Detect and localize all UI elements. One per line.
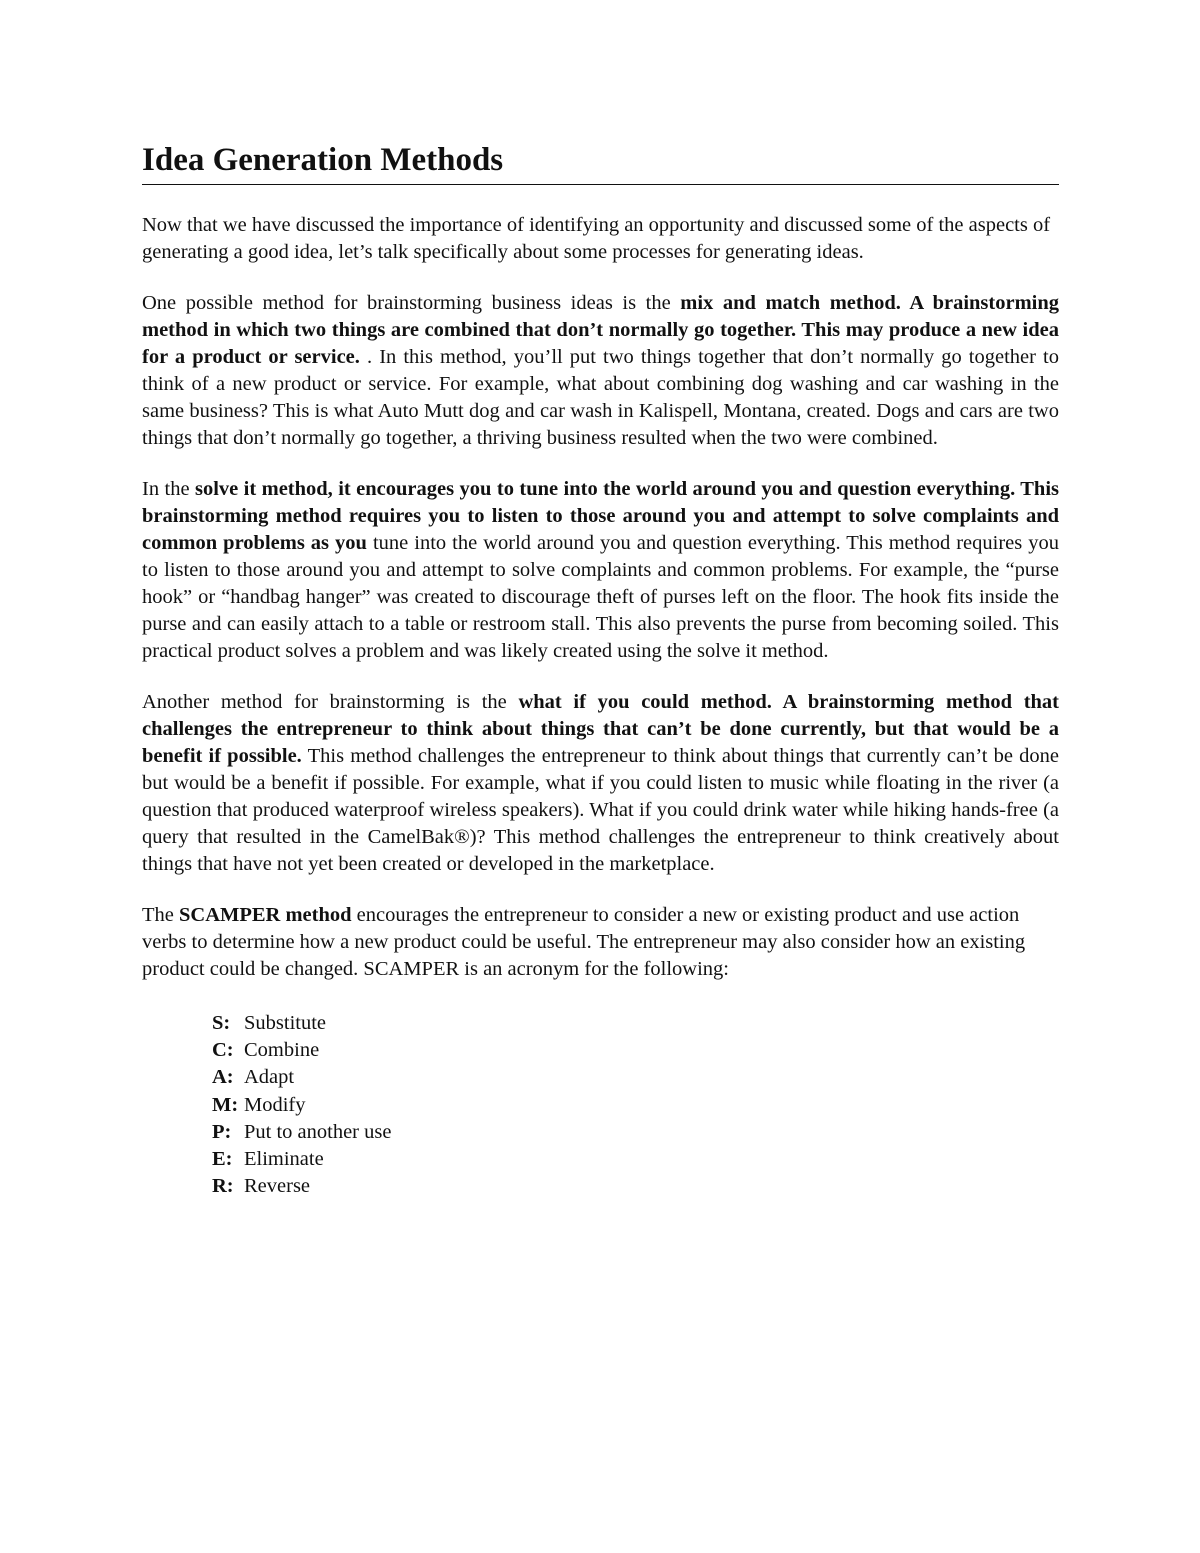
list-item [212,1037,1059,1064]
solve-it-rest: tune into the world around you and question everything. This method requires you to listen to those around you and attempt to solve complaints and common problems. For example, the “purse hook” or “handbag hanger” was created to discourage theft of purses left on the floor. The hook fits inside the purse and can easily attach to a table or restroom stall. This also prevents the purse from becoming soiled. This practical product solves a problem and was likely created using the solve it method. [142,532,1059,662]
solve-it-lead: In the [142,478,195,500]
scamper-rest: encourages the entrepreneur to consider a new or existing product and use action verbs to determine how a new product could be useful. The entrepreneur may also consider how an existing product could be changed. SCAMPER is an acronym for the following: [142,904,1026,980]
list-item [212,1119,1059,1146]
scamper-list [142,1010,1059,1200]
scamper-word: Modify [244,1093,306,1116]
scamper-letter: S: [212,1012,231,1034]
list-item [212,1010,1059,1037]
what-if-bold: what if you could method. A brainstorming method that challenges the entrepreneur to think about things that can’t be done currently, but that would be a benefit if possible. [142,691,1059,767]
scamper-lead: The [142,904,179,926]
scamper-word: Substitute [244,1012,327,1034]
page-title: Idea Generation Methods [142,140,1059,185]
mix-and-match-lead: One possible method for brainstorming business ideas is the [142,292,681,314]
solve-it-paragraph [142,476,1059,665]
document-page [142,140,1059,1200]
scamper-letter: A: [212,1066,234,1089]
what-if-lead: Another method for brainstorming is the [142,691,519,713]
scamper-bold: SCAMPER method [179,904,352,926]
list-item [212,1173,1059,1200]
scamper-word: Combine [244,1039,320,1062]
what-if-paragraph [142,689,1059,878]
intro-paragraph: Now that we have discussed the importance of identifying an opportunity and discussed some of the aspects of generating a good idea, let’s talk specifically about some processes for generating ideas. [142,214,1051,263]
mix-and-match-bold: mix and match method. A brainstorming method in which two things are combined that don’t normally go together. This may produce a new idea for a product or service. [142,292,1059,368]
solve-it-bold: solve it method, it encourages you to tune into the world around you and question everything. This brainstorming method requires you to listen to those around you and attempt to solve complaints and common problems as you [142,478,1059,554]
what-if-rest: This method challenges the entrepreneur to think about things that currently can’t be done but would be a benefit if possible. For example, what if you could listen to music while floating in the river (a question that produced waterproof wireless speakers). What if you could drink water while hiking hands-free (a query that resulted in the CamelBak®)? This method challenges the entrepreneur to think creatively about things that have not yet been created or developed in the marketplace. [142,745,1059,875]
scamper-word: Put to another use [244,1120,392,1143]
scamper-word: Reverse [244,1175,311,1198]
scamper-letter: P: [212,1120,232,1143]
scamper-letter: R: [212,1175,234,1198]
list-item [212,1064,1059,1091]
scamper-word: Adapt [244,1066,295,1089]
list-item [212,1146,1059,1173]
list-item [212,1092,1059,1119]
scamper-letter: E: [212,1148,233,1171]
scamper-letter: M: [212,1093,239,1116]
scamper-paragraph [142,902,1059,983]
mix-and-match-paragraph [142,290,1059,452]
scamper-letter: C: [212,1039,234,1062]
scamper-word: Eliminate [244,1148,324,1171]
mix-and-match-rest: . In this method, you’ll put two things together that don’t normally go together to think of a new product or service. For example, what about combining dog washing and car washing in the same business? This is what Auto Mutt dog and car wash in Kalispell, Montana, created. Dogs and cars are two things that don’t normally go together, a thriving business resulted when the two were combined. [142,346,1059,449]
